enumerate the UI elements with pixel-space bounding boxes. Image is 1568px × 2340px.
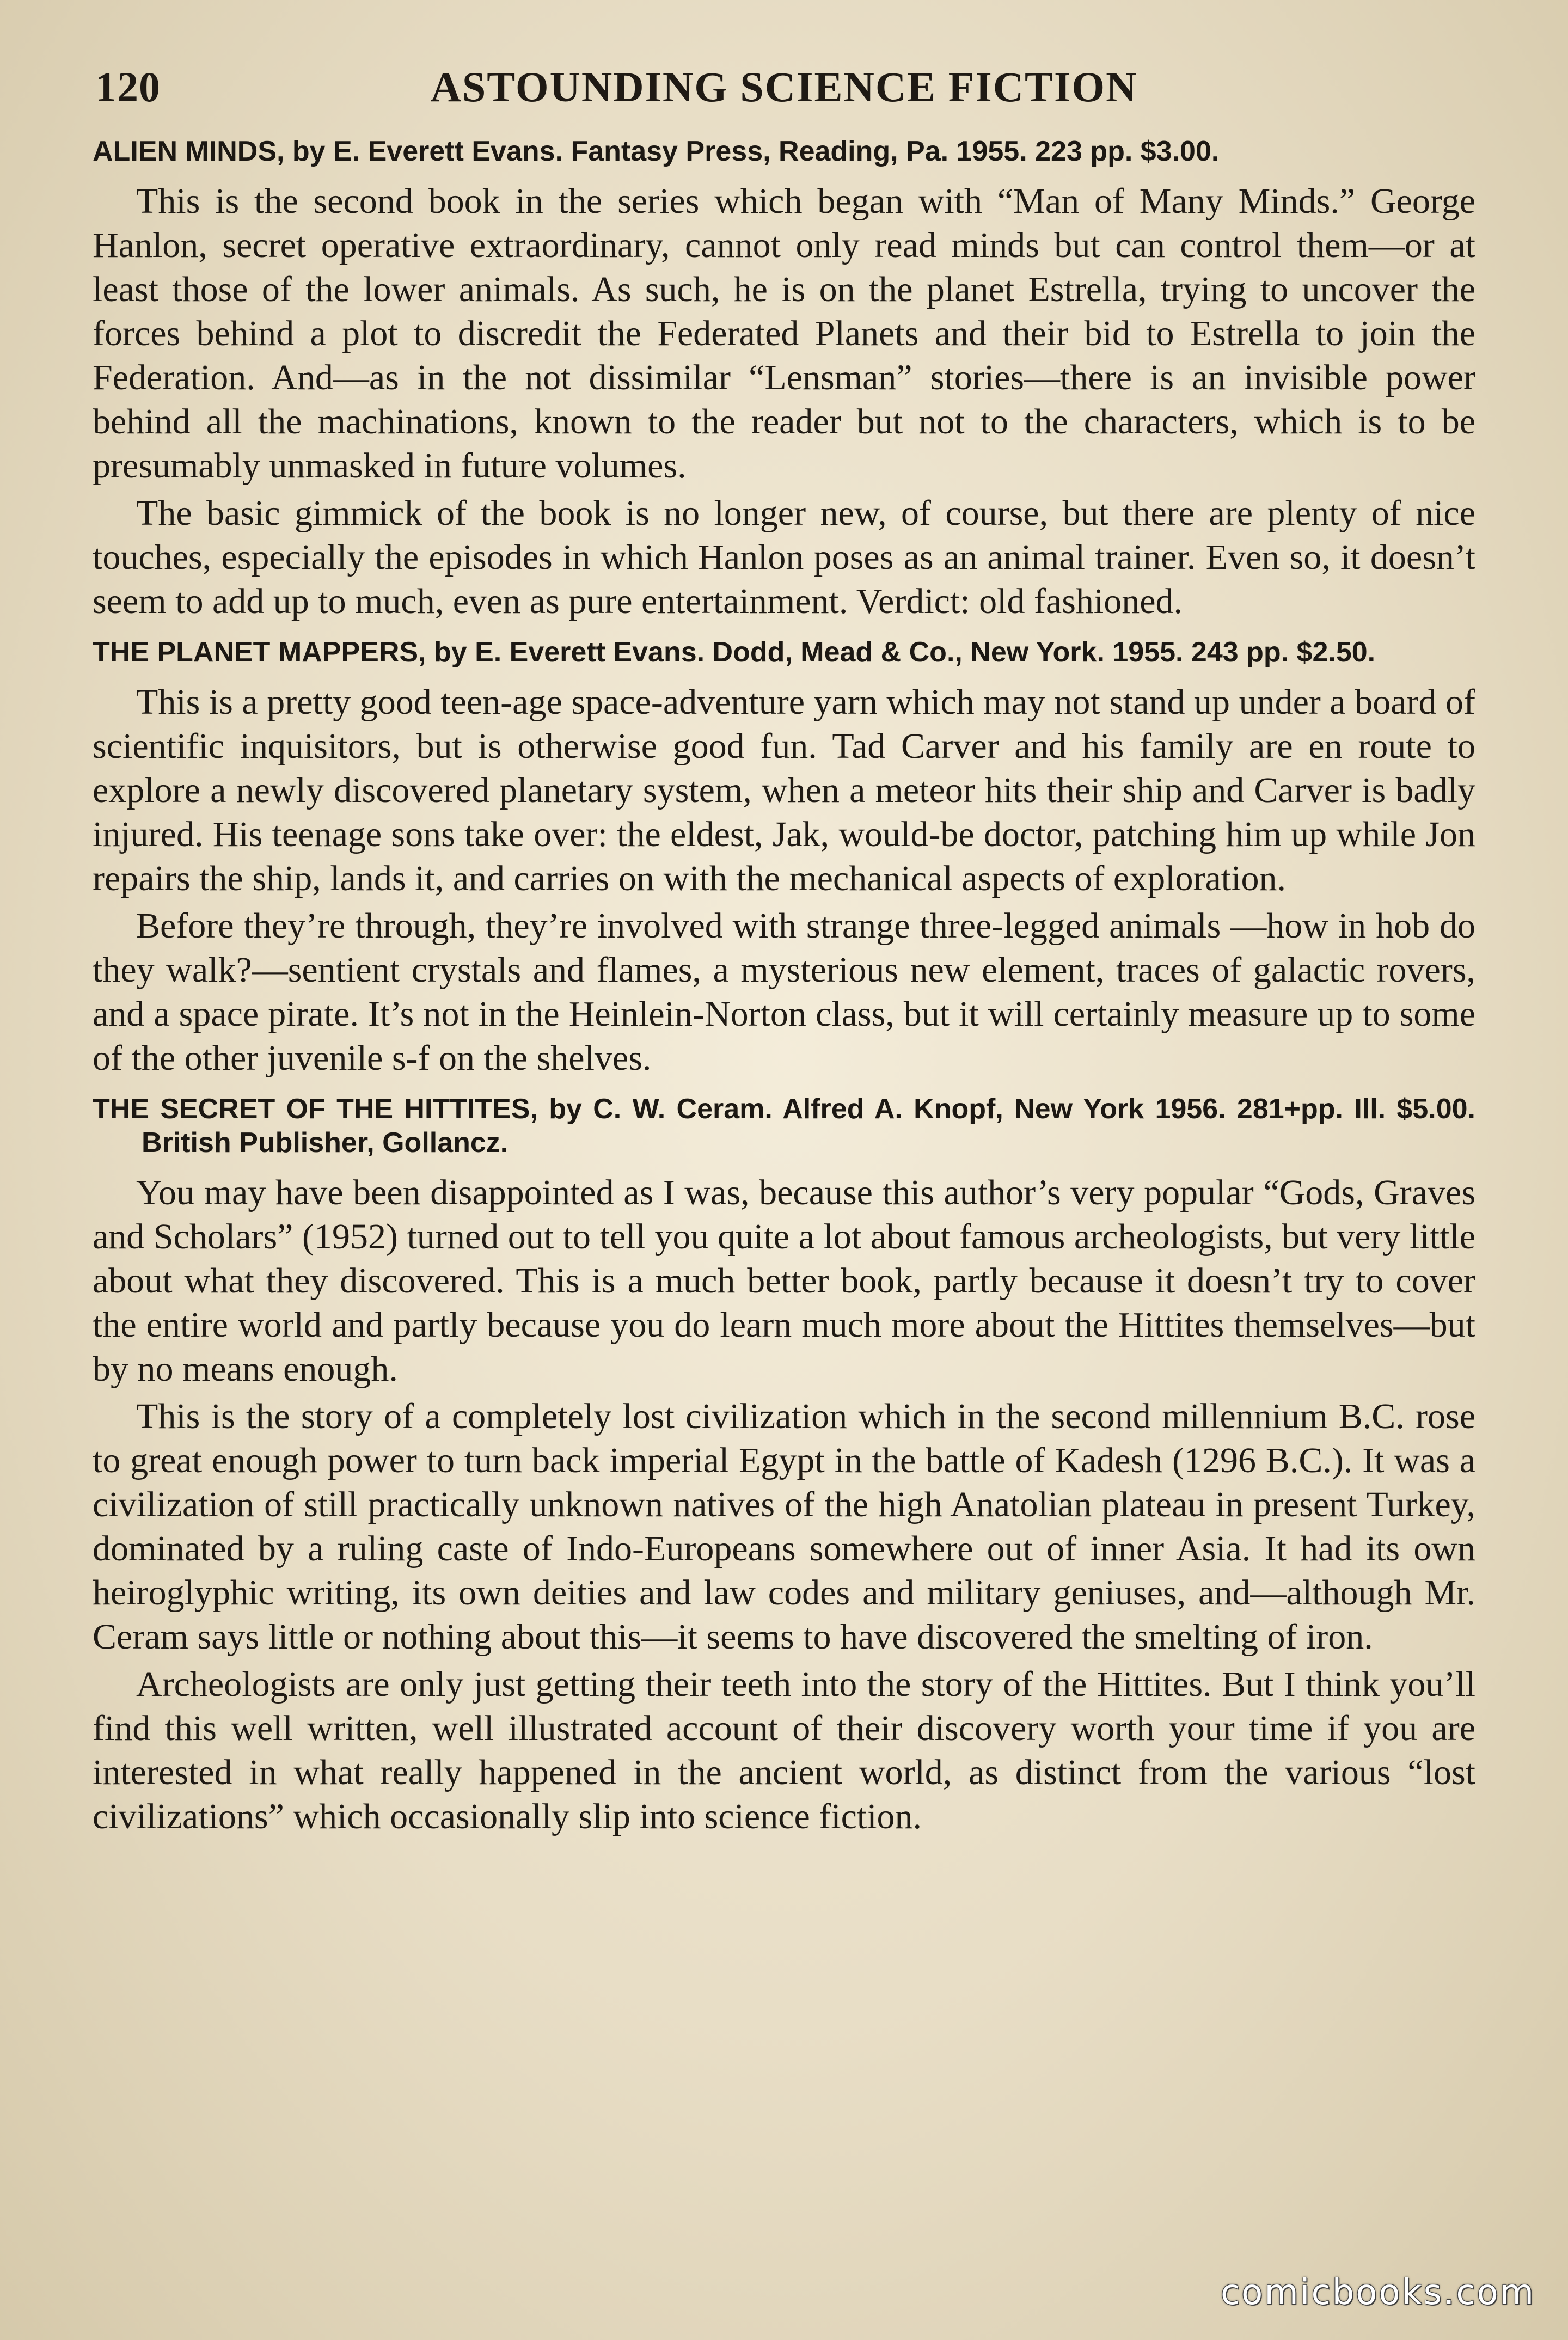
review-paragraph: This is a pretty good teen-age space-adventure yarn which may not stand up under a board of scientific inquisitors, but is otherwise good fun. Tad Carver and his family are en route to explore a newly discovered planetary system, when a meteor hits their ship and Carver is badly injured. His teenage sons take over: the eldest, Jak, would-be doctor, patching him up while Jon repairs the ship, lands it, and carries on with the mechanical aspects of exploration. — [93, 682, 1475, 898]
page-number: 120 — [95, 63, 161, 111]
review-paragraph: This is the story of a completely lost civilization which in the second millennium B.C. rose to great enough power to turn back imperial Egypt in the battle of Kadesh (1296 B.C.). It was a civilization of still practically unknown natives of the high Anatolian plateau in present Turkey, dominated by a ruling caste of Indo-Europeans somewhere out of inner Asia. It had its own heiroglyphic writing, its own deities and law codes and military geniuses, and—although Mr. Ceram says little or nothing about this—it seems to have discovered the smelting of iron. — [93, 1396, 1475, 1657]
running-head — [93, 57, 1475, 122]
book-heading: THE SECRET OF THE HITTITES, by C. W. Ceram. Alfred A. Knopf, New York 1956. 281+pp. Ill. $5.00. British Publisher, Gollancz. — [93, 1093, 1475, 1159]
review-paragraph: You may have been disappointed as I was, because this author’s very popular “Gods, Graves and Scholars” (1952) turned out to tell you quite a lot about famous archeologists, but very little about what they discovered. This is a much better book, partly because it doesn’t try to cover the entire world and partly because you do learn much more about the Hittites themselves—but by no means enough. — [93, 1173, 1475, 1389]
review-the-planet-mappers — [93, 635, 1475, 1080]
magazine-page — [93, 57, 1475, 2257]
site-watermark: comicbooks.com — [1220, 2272, 1535, 2313]
review-paragraph: The basic gimmick of the book is no longer new, of course, but there are plenty of nice touches, especially the episodes in which Hanlon poses as an animal trainer. Even so, it doesn’t seem to add up to much, even as pure entertainment. Verdict: old fashioned. — [93, 493, 1475, 621]
magazine-title: ASTOUNDING SCIENCE FICTION — [430, 63, 1138, 111]
review-paragraph: This is the second book in the series which began with “Man of Many Minds.” George Hanlon, secret operative extraordinary, cannot only read minds but can control them—or at least those of the lower animals. As such, he is on the planet Estrella, trying to uncover the forces behind a plot to discredit the Federated Planets and their bid to Estrella to join the Federation. And—as in the not dissimilar “Lensman” stories—there is an invisible power behind all the machinations, known to the reader but not to the characters, which is to be presumably unmasked in future volumes. — [93, 181, 1475, 486]
review-paragraph: Archeologists are only just getting their teeth into the story of the Hittites. But I think you’ll find this well written, well illustrated account of their discovery worth your time if you are interested in what really happened in the ancient world, as distinct from the various “lost civilizations” which occasionally slip into science fiction. — [93, 1664, 1475, 1836]
book-heading: ALIEN MINDS, by E. Everett Evans. Fantasy Press, Reading, Pa. 1955. 223 pp. $3.00. — [93, 136, 1220, 167]
review-alien-minds — [93, 134, 1475, 623]
review-the-secret-of-the-hittites — [93, 1092, 1475, 1839]
book-heading: THE PLANET MAPPERS, by E. Everett Evans. Dodd, Mead & Co., New York. 1955. 243 pp. $2.50. — [93, 636, 1376, 668]
review-paragraph: Before they’re through, they’re involved with strange three-legged animals —how in hob do they walk?—sentient crystals and flames, a mysterious new element, traces of galactic rovers, and a space pirate. It’s not in the Heinlein-Norton class, but it will certainly measure up to some of the other juvenile s-f on the shelves. — [93, 906, 1475, 1078]
